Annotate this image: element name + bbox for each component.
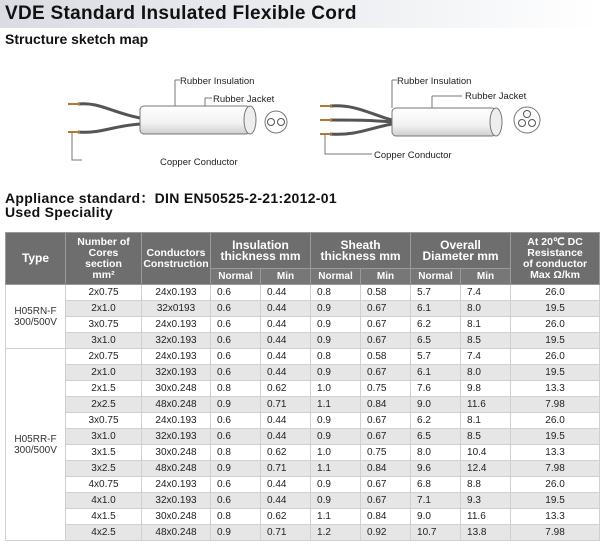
- table-row: [6, 493, 600, 509]
- table-cell: 4x1.0: [66, 493, 142, 509]
- header-diameter: Overall Diameter mm: [411, 233, 511, 269]
- table-cell: 48x0.248: [142, 397, 211, 413]
- table-cell: 0.62: [261, 381, 311, 397]
- table-cell: 0.44: [261, 349, 311, 365]
- table-cell: 0.62: [261, 509, 311, 525]
- table-cell: 0.6: [211, 429, 261, 445]
- table-cell: 26.0: [511, 317, 600, 333]
- table-cell: 8.5: [461, 333, 511, 349]
- table-cell: 9.0: [411, 509, 461, 525]
- table-cell: 0.6: [211, 477, 261, 493]
- table-cell: 30x0.248: [142, 509, 211, 525]
- table-cell: 0.9: [311, 301, 361, 317]
- title-banner: [0, 0, 600, 28]
- table-cell: 1.1: [311, 397, 361, 413]
- table-cell: 0.9: [211, 525, 261, 541]
- table-cell: 32x0.193: [142, 429, 211, 445]
- table-cell: 0.6: [211, 317, 261, 333]
- table-cell: 0.6: [211, 365, 261, 381]
- table-cell: 6.5: [411, 429, 461, 445]
- table-cell: 19.5: [511, 365, 600, 381]
- table-cell: 0.44: [261, 493, 311, 509]
- table-cell: 0.67: [361, 477, 411, 493]
- table-cell: 0.67: [361, 301, 411, 317]
- table-cell: 7.6: [411, 381, 461, 397]
- spec-table: [5, 232, 600, 541]
- table-cell: 24x0.193: [142, 285, 211, 301]
- table-cell: 0.9: [311, 477, 361, 493]
- table-row: [6, 317, 600, 333]
- table-cell: 19.5: [511, 493, 600, 509]
- right-jacket-label: Rubber Jacket: [465, 91, 527, 102]
- table-cell: 30x0.248: [142, 445, 211, 461]
- table-cell: 0.67: [361, 429, 411, 445]
- table-cell: 0.9: [311, 365, 361, 381]
- table-cell: 7.98: [511, 461, 600, 477]
- table-cell: 11.6: [461, 509, 511, 525]
- spec-table-body: [6, 285, 600, 541]
- table-cell: 8.1: [461, 413, 511, 429]
- table-cell: 30x0.248: [142, 381, 211, 397]
- table-cell: 6.2: [411, 413, 461, 429]
- table-cell: 32x0.193: [142, 493, 211, 509]
- table-cell: 6.5: [411, 333, 461, 349]
- table-cell: 0.8: [311, 349, 361, 365]
- table-cell: 2x1.5: [66, 381, 142, 397]
- table-cell: 0.44: [261, 301, 311, 317]
- table-cell: 7.1: [411, 493, 461, 509]
- table-cell: 1.2: [311, 525, 361, 541]
- table-cell: 0.9: [311, 333, 361, 349]
- table-cell: 48x0.248: [142, 461, 211, 477]
- table-cell: 6.1: [411, 365, 461, 381]
- table-cell: 48x0.248: [142, 525, 211, 541]
- table-cell: 8.8: [461, 477, 511, 493]
- type-cell: [6, 349, 66, 541]
- subheader-normal: Normal: [311, 269, 361, 285]
- table-cell: 9.0: [411, 397, 461, 413]
- table-cell: 0.6: [211, 333, 261, 349]
- table-cell: 9.3: [461, 493, 511, 509]
- table-cell: 8.0: [411, 445, 461, 461]
- table-cell: 24x0.193: [142, 317, 211, 333]
- table-cell: 0.92: [361, 525, 411, 541]
- table-cell: 8.0: [461, 301, 511, 317]
- two-core-cable-drawing: [68, 80, 287, 160]
- table-cell: 0.9: [211, 397, 261, 413]
- table-cell: 26.0: [511, 349, 600, 365]
- type-cell: [6, 285, 66, 349]
- table-cell: 3x2.5: [66, 461, 142, 477]
- table-row: [6, 445, 600, 461]
- table-cell: 13.8: [461, 525, 511, 541]
- table-cell: 6.2: [411, 317, 461, 333]
- table-cell: 10.7: [411, 525, 461, 541]
- left-insulation-label: Rubber Insulation: [180, 76, 255, 87]
- table-cell: 0.67: [361, 413, 411, 429]
- table-cell: 0.71: [261, 397, 311, 413]
- type-label: H05RN-F: [14, 305, 57, 317]
- sketch-heading: Structure sketch map: [5, 31, 149, 47]
- table-cell: 0.44: [261, 317, 311, 333]
- used-speciality: Used Speciality: [5, 204, 113, 220]
- table-cell: 10.4: [461, 445, 511, 461]
- table-cell: 0.67: [361, 333, 411, 349]
- table-row: [6, 365, 600, 381]
- table-cell: 0.9: [211, 461, 261, 477]
- table-row: [6, 381, 600, 397]
- subheader-normal: Normal: [411, 269, 461, 285]
- table-cell: 19.5: [511, 333, 600, 349]
- table-cell: 9.6: [411, 461, 461, 477]
- table-cell: 0.8: [311, 285, 361, 301]
- table-cell: 24x0.193: [142, 413, 211, 429]
- table-cell: 0.84: [361, 461, 411, 477]
- table-cell: 0.8: [211, 509, 261, 525]
- table-cell: 8.0: [461, 365, 511, 381]
- table-cell: 0.75: [361, 445, 411, 461]
- subheader-min: Min: [361, 269, 411, 285]
- header-type: Type: [6, 233, 66, 285]
- table-cell: 0.6: [211, 285, 261, 301]
- table-cell: 1.0: [311, 381, 361, 397]
- table-cell: 0.67: [361, 365, 411, 381]
- table-cell: 26.0: [511, 477, 600, 493]
- header-insulation: Insulation thickness mm: [211, 233, 311, 269]
- table-cell: 0.9: [311, 429, 361, 445]
- table-cell: 7.4: [461, 349, 511, 365]
- table-cell: 0.6: [211, 349, 261, 365]
- table-cell: 32x0.193: [142, 365, 211, 381]
- table-cell: 32x0.193: [142, 333, 211, 349]
- table-cell: 3x0.75: [66, 317, 142, 333]
- table-cell: 1.0: [311, 445, 361, 461]
- table-row: [6, 413, 600, 429]
- table-cell: 13.3: [511, 381, 600, 397]
- table-row: [6, 461, 600, 477]
- table-cell: 0.84: [361, 397, 411, 413]
- table-cell: 0.58: [361, 349, 411, 365]
- table-cell: 0.9: [311, 493, 361, 509]
- table-cell: 3x0.75: [66, 413, 142, 429]
- table-cell: 2x0.75: [66, 349, 142, 365]
- table-cell: 6.8: [411, 477, 461, 493]
- table-cell: 2x0.75: [66, 285, 142, 301]
- table-cell: 0.84: [361, 509, 411, 525]
- table-cell: 11.6: [461, 397, 511, 413]
- type-label: 300/500V: [14, 444, 57, 456]
- table-cell: 6.1: [411, 301, 461, 317]
- subheader-normal: Normal: [211, 269, 261, 285]
- table-cell: 1.1: [311, 461, 361, 477]
- left-conductor-label: Copper Conductor: [160, 157, 238, 168]
- header-sheath: Sheath thickness mm: [311, 233, 411, 269]
- table-cell: 0.44: [261, 333, 311, 349]
- table-cell: 0.44: [261, 365, 311, 381]
- structure-sketch: [0, 60, 600, 180]
- table-cell: 0.6: [211, 493, 261, 509]
- table-cell: 4x2.5: [66, 525, 142, 541]
- table-row: [6, 397, 600, 413]
- page-title: VDE Standard Insulated Flexible Cord: [5, 3, 357, 24]
- table-cell: 24x0.193: [142, 349, 211, 365]
- subheader-min: Min: [261, 269, 311, 285]
- table-cell: 0.71: [261, 461, 311, 477]
- table-cell: 0.6: [211, 413, 261, 429]
- header-conductors: Conductors Construction: [142, 233, 211, 285]
- right-insulation-label: Rubber Insulation: [397, 76, 472, 87]
- table-cell: 3x1.0: [66, 333, 142, 349]
- table-cell: 19.5: [511, 301, 600, 317]
- header-resistance: At 20℃ DC Resistance of conductor Max Ω/km: [511, 233, 600, 285]
- table-cell: 5.7: [411, 285, 461, 301]
- table-cell: 26.0: [511, 285, 600, 301]
- table-cell: 8.1: [461, 317, 511, 333]
- table-cell: 0.67: [361, 493, 411, 509]
- table-row: [6, 301, 600, 317]
- table-cell: 0.44: [261, 429, 311, 445]
- table-cell: 4x1.5: [66, 509, 142, 525]
- appliance-standard: Appliance standard：DIN EN50525-2-21:2012-01: [5, 190, 337, 206]
- table-cell: 0.8: [211, 445, 261, 461]
- table-cell: 0.9: [311, 413, 361, 429]
- table-cell: 4x0.75: [66, 477, 142, 493]
- table-cell: 26.0: [511, 413, 600, 429]
- table-cell: 7.98: [511, 525, 600, 541]
- table-cell: 0.44: [261, 413, 311, 429]
- table-cell: 0.8: [211, 381, 261, 397]
- table-cell: 9.8: [461, 381, 511, 397]
- table-row: [6, 525, 600, 541]
- table-cell: 0.75: [361, 381, 411, 397]
- subheader-min: Min: [461, 269, 511, 285]
- table-cell: 7.4: [461, 285, 511, 301]
- table-row: [6, 477, 600, 493]
- table-cell: 3x1.0: [66, 429, 142, 445]
- table-cell: 2x1.0: [66, 365, 142, 381]
- table-cell: 1.1: [311, 509, 361, 525]
- table-row: [6, 509, 600, 525]
- table-cell: 0.58: [361, 285, 411, 301]
- left-jacket-label: Rubber Jacket: [213, 94, 275, 105]
- table-cell: 0.6: [211, 301, 261, 317]
- table-row: [6, 333, 600, 349]
- table-cell: 2x2.5: [66, 397, 142, 413]
- table-cell: 24x0.193: [142, 477, 211, 493]
- table-cell: 7.98: [511, 397, 600, 413]
- table-cell: 3x1.5: [66, 445, 142, 461]
- table-cell: 2x1.0: [66, 301, 142, 317]
- table-row: [6, 285, 600, 301]
- table-cell: 13.3: [511, 445, 600, 461]
- table-cell: 0.71: [261, 525, 311, 541]
- table-cell: 0.67: [361, 317, 411, 333]
- table-cell: 13.3: [511, 509, 600, 525]
- table-cell: 12.4: [461, 461, 511, 477]
- table-cell: 0.44: [261, 285, 311, 301]
- table-cell: 32x0193: [142, 301, 211, 317]
- header-cores: Number of Cores section mm²: [66, 233, 142, 285]
- table-row: [6, 349, 600, 365]
- type-label: 300/500V: [14, 316, 57, 328]
- table-cell: 19.5: [511, 429, 600, 445]
- table-cell: 0.9: [311, 317, 361, 333]
- table-row: [6, 429, 600, 445]
- table-cell: 8.5: [461, 429, 511, 445]
- table-cell: 0.62: [261, 445, 311, 461]
- table-cell: 5.7: [411, 349, 461, 365]
- right-conductor-label: Copper Conductor: [374, 150, 452, 161]
- table-cell: 0.44: [261, 477, 311, 493]
- type-label: H05RR-F: [14, 433, 57, 445]
